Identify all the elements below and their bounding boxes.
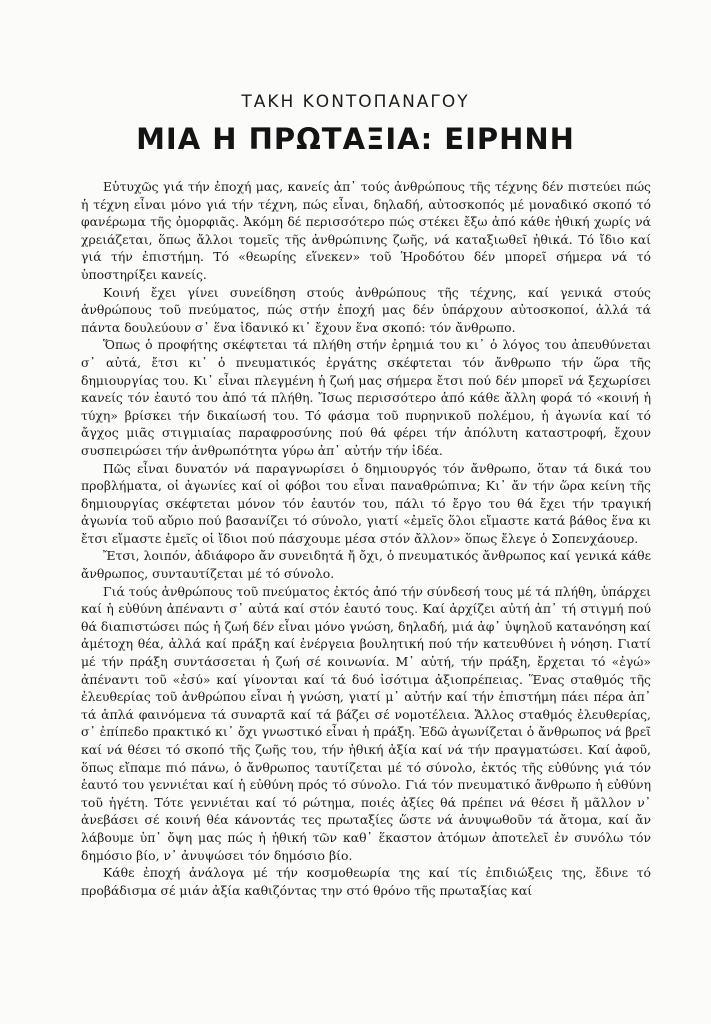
- paragraph: Ὅπως ὁ προφήτης σκέφτεται τά πλήθη στήν ἐρημιά του κι᾽ ὁ λόγος του ἀπευθύνεται σ᾽ αὐτά, ἔτσι κι᾽ ὁ πνευματικός ἐργάτης σκέφτεται τόν ἄνθρωπο τήν ὥρα τῆς δημιουργίας του. Κι᾽ εἶναι πλεγμένη ἡ ζωή μας σήμερα ἔτσι πού δέν μπορεῖ νά ξεχωρίσει κανείς τόν ἑαυτό του ἀπό τά πλήθη. Ἴσως περισσότερο ἀπό κάθε ἄλλη φορά τό «κοινή ἡ τύχη» βρίσκει τήν δικαίωσή του. Τό φάσμα τοῦ πυρηνικοῦ πολέμου, ἡ ἀγωνία καί τό ἄγχος μιᾶς στιγμιαίας παραφροσύνης πού θά φέρει τήν ἀπόλυτη καταστροφή, ἔχουν συσπειρώσει τήν ἀνθρωπότητα γύρω ἀπ᾽ αὐτήν τήν ἰδέα.: [81, 337, 651, 458]
- paragraph: Κάθε ἐποχή ἀνάλογα μέ τήν κοσμοθεωρία της καί τίς ἐπιδιώξεις της, ἔδινε τό προβάδισμα σέ μιάν ἀξία καθιζόντας την στό θρόνο τῆς πρωταξίας καί: [81, 865, 651, 898]
- article-title: ΜΙΑ Η ΠΡΩΤΑΞΙΑ: ΕΙΡΗΝΗ: [136, 122, 575, 156]
- paragraph: Πῶς εἶναι δυνατόν νά παραγνωρίσει ὁ δημιουργός τόν ἄνθρωπο, ὅταν τά δικά του προβλήματα, οἱ ἀγωνίες καί οἱ φόβοι του εἶναι παναθρώπινα; Κι᾽ ἄν τήν ὥρα κείνη τῆς δημιουργίας σκέφτεται μόνον τόν ἑαυτόν του, πάλι τό ἔργο του θά ἔχει τήν τραγική ἀγωνία τοῦ αὔριο πού βασανίζει τό σύνολο, γιατί «ἐμεῖς ὅλοι εἴμαστε κατά βάθος ἕνα κι ἔτσι εἴμαστε ἐμεῖς οἱ ἴδιοι πού πάσχουμε μέσα στόν ἄλλον» ὅπως ἔλεγε ὁ Σοπενχάουερ.: [81, 460, 651, 546]
- paragraph: Εὐτυχῶς γιά τήν ἐποχή μας, κανείς ἀπ᾽ τούς ἀνθρώπους τῆς τέχνης δέν πιστεύει πώς ἡ τέχνη εἶναι μόνο γιά τήν τέχνη, πώς εἶναι, δηλαδή, αὐτοσκοπός μέ μοναδικό σκοπό τό φανέρωμα τῆς ὀμορφιᾶς. Ἀκόμη δέ περισσότερο πώς στέκει ἔξω ἀπό κάθε ἠθική χωρίς νά χρειάζεται, ὅπως ἄλλοι τομεῖς τῆς ἀνθρώπινης ζωῆς, νά καταξιωθεῖ ἠθικά. Τό ἴδιο καί γιά τήν ἐπιστήμη. Τό «θεωρίης εἵνεκεν» τοῦ Ἡροδότου δέν μπορεῖ σήμερα νά τό ὑποστηρίξει κανείς.: [81, 179, 651, 282]
- article-body: [81, 178, 651, 899]
- author-name: ΤΑΚΗ ΚΟΝΤΟΠΑΝΑΓΟΥ: [241, 92, 470, 112]
- paragraph: Ἔτσι, λοιπόν, ἀδιάφορο ἄν συνειδητά ἤ ὄχι, ὁ πνευματικός ἄνθρωπος καί γενικά κάθε ἄνθρωπος, συνταυτίζεται μέ τό σύνολο.: [81, 548, 651, 582]
- paragraph: Γιά τούς ἀνθρώπους τοῦ πνεύματος ἐκτός ἀπό τήν σύνδεσή τους μέ τά πλήθη, ὑπάρχει καί ἡ εὐθύνη ἀπέναντι σ᾽ αὐτά καί στόν ἑαυτό τους. Καί ἀρχίζει αὐτή ἀπ᾽ τή στιγμή πού θά διαπιστώσει πώς ἡ ζωή δέν εἶναι μόνο γνώση, δηλαδή, μιά ἀφ᾽ ὑψηλοῦ κατανόηση καί ἀμέτοχη θέα, ἀλλά καί πράξη καί ἐνέργεια βουλητική πού τήν κατευθύνει ἡ νόηση. Γιατί μέ τήν πράξη συντάσσεται ἡ ζωή σέ κοινωνία. Μ᾽ αὐτή, τήν πράξη, ἔρχεται τό «ἐγώ» ἀπέναντι τοῦ «ἐσύ» καί γίνονται καί τά δυό ἰσότιμα ἀξιοπρέπειας. Ἕνας σταθμός τῆς ἐλευθερίας τοῦ ἀνθρώπου εἶναι ἡ γνώση, γιατί μ᾽ αὐτήν καί τήν ἐπιστήμη πάει πέρα ἀπ᾽ τά ἁπλά φαινόμενα τά συναρτᾶ καί τά βάζει σέ νομοτέλεια. Ἄλλος σταθμός ἐλευθερίας, σ᾽ ἐπίπεδο πρακτικό κι᾽ ὄχι γνωστικό εἶναι ἡ πράξη. Ἐδῶ ἀγωνίζεται ὁ ἄνθρωπος νά βρεῖ καί νά θέσει τό σκοπό τῆς ζωῆς του, τήν ἠθική ἀξία καί νά τήν πραγματώσει. Καί ἀφοῦ, ὅπως εἴπαμε πιό πάνω, ὁ ἄνθρωπος ταυτίζεται μέ τό σύνολο, ἐκτός τῆς εὐθύνης γιά τόν ἑαυτό του γεννιέται καί ἡ εὐθύνη πρός τό σύνολο. Γιά τόν πνευματικό ἄνθρωπο ἡ εὐθύνη τοῦ ἡγέτη. Τότε γεννιέται καί τό ρώτημα, ποιές ἀξίες θά πρέπει νά θέσει ἤ μᾶλλον ν᾽ ἀνεβάσει σέ κοινή θέα κάνοντάς τες πρωταξίες ὥστε νά ἀνυψωθοῦν τά ἄτομα, καί ἄν λάβουμε ὑπ᾽ ὄψη μας πώς ἡ ἠθική τῶν καθ᾽ ἕκαστον ἀτόμων ἀποτελεῖ ἐν συνόλω τόν δημόσιο βίο, ν᾽ ἀνυψώσει τόν δημόσιο βίο.: [81, 583, 651, 863]
- paragraph: Κοινή ἔχει γίνει συνείδηση στούς ἀνθρώπους τῆς τέχνης, καί γενικά στούς ἀνθρώπους τοῦ πνεύματος, πώς στήν ἐποχή μας δέν ὑπάρχουν αὐτοσκοποί, ἀλλά τά πάντα δουλεύουν σ᾽ ἕνα ἰδανικό κι᾽ ἔχουν ἕνα σκοπό: τόν ἄνθρωπο.: [81, 284, 651, 335]
